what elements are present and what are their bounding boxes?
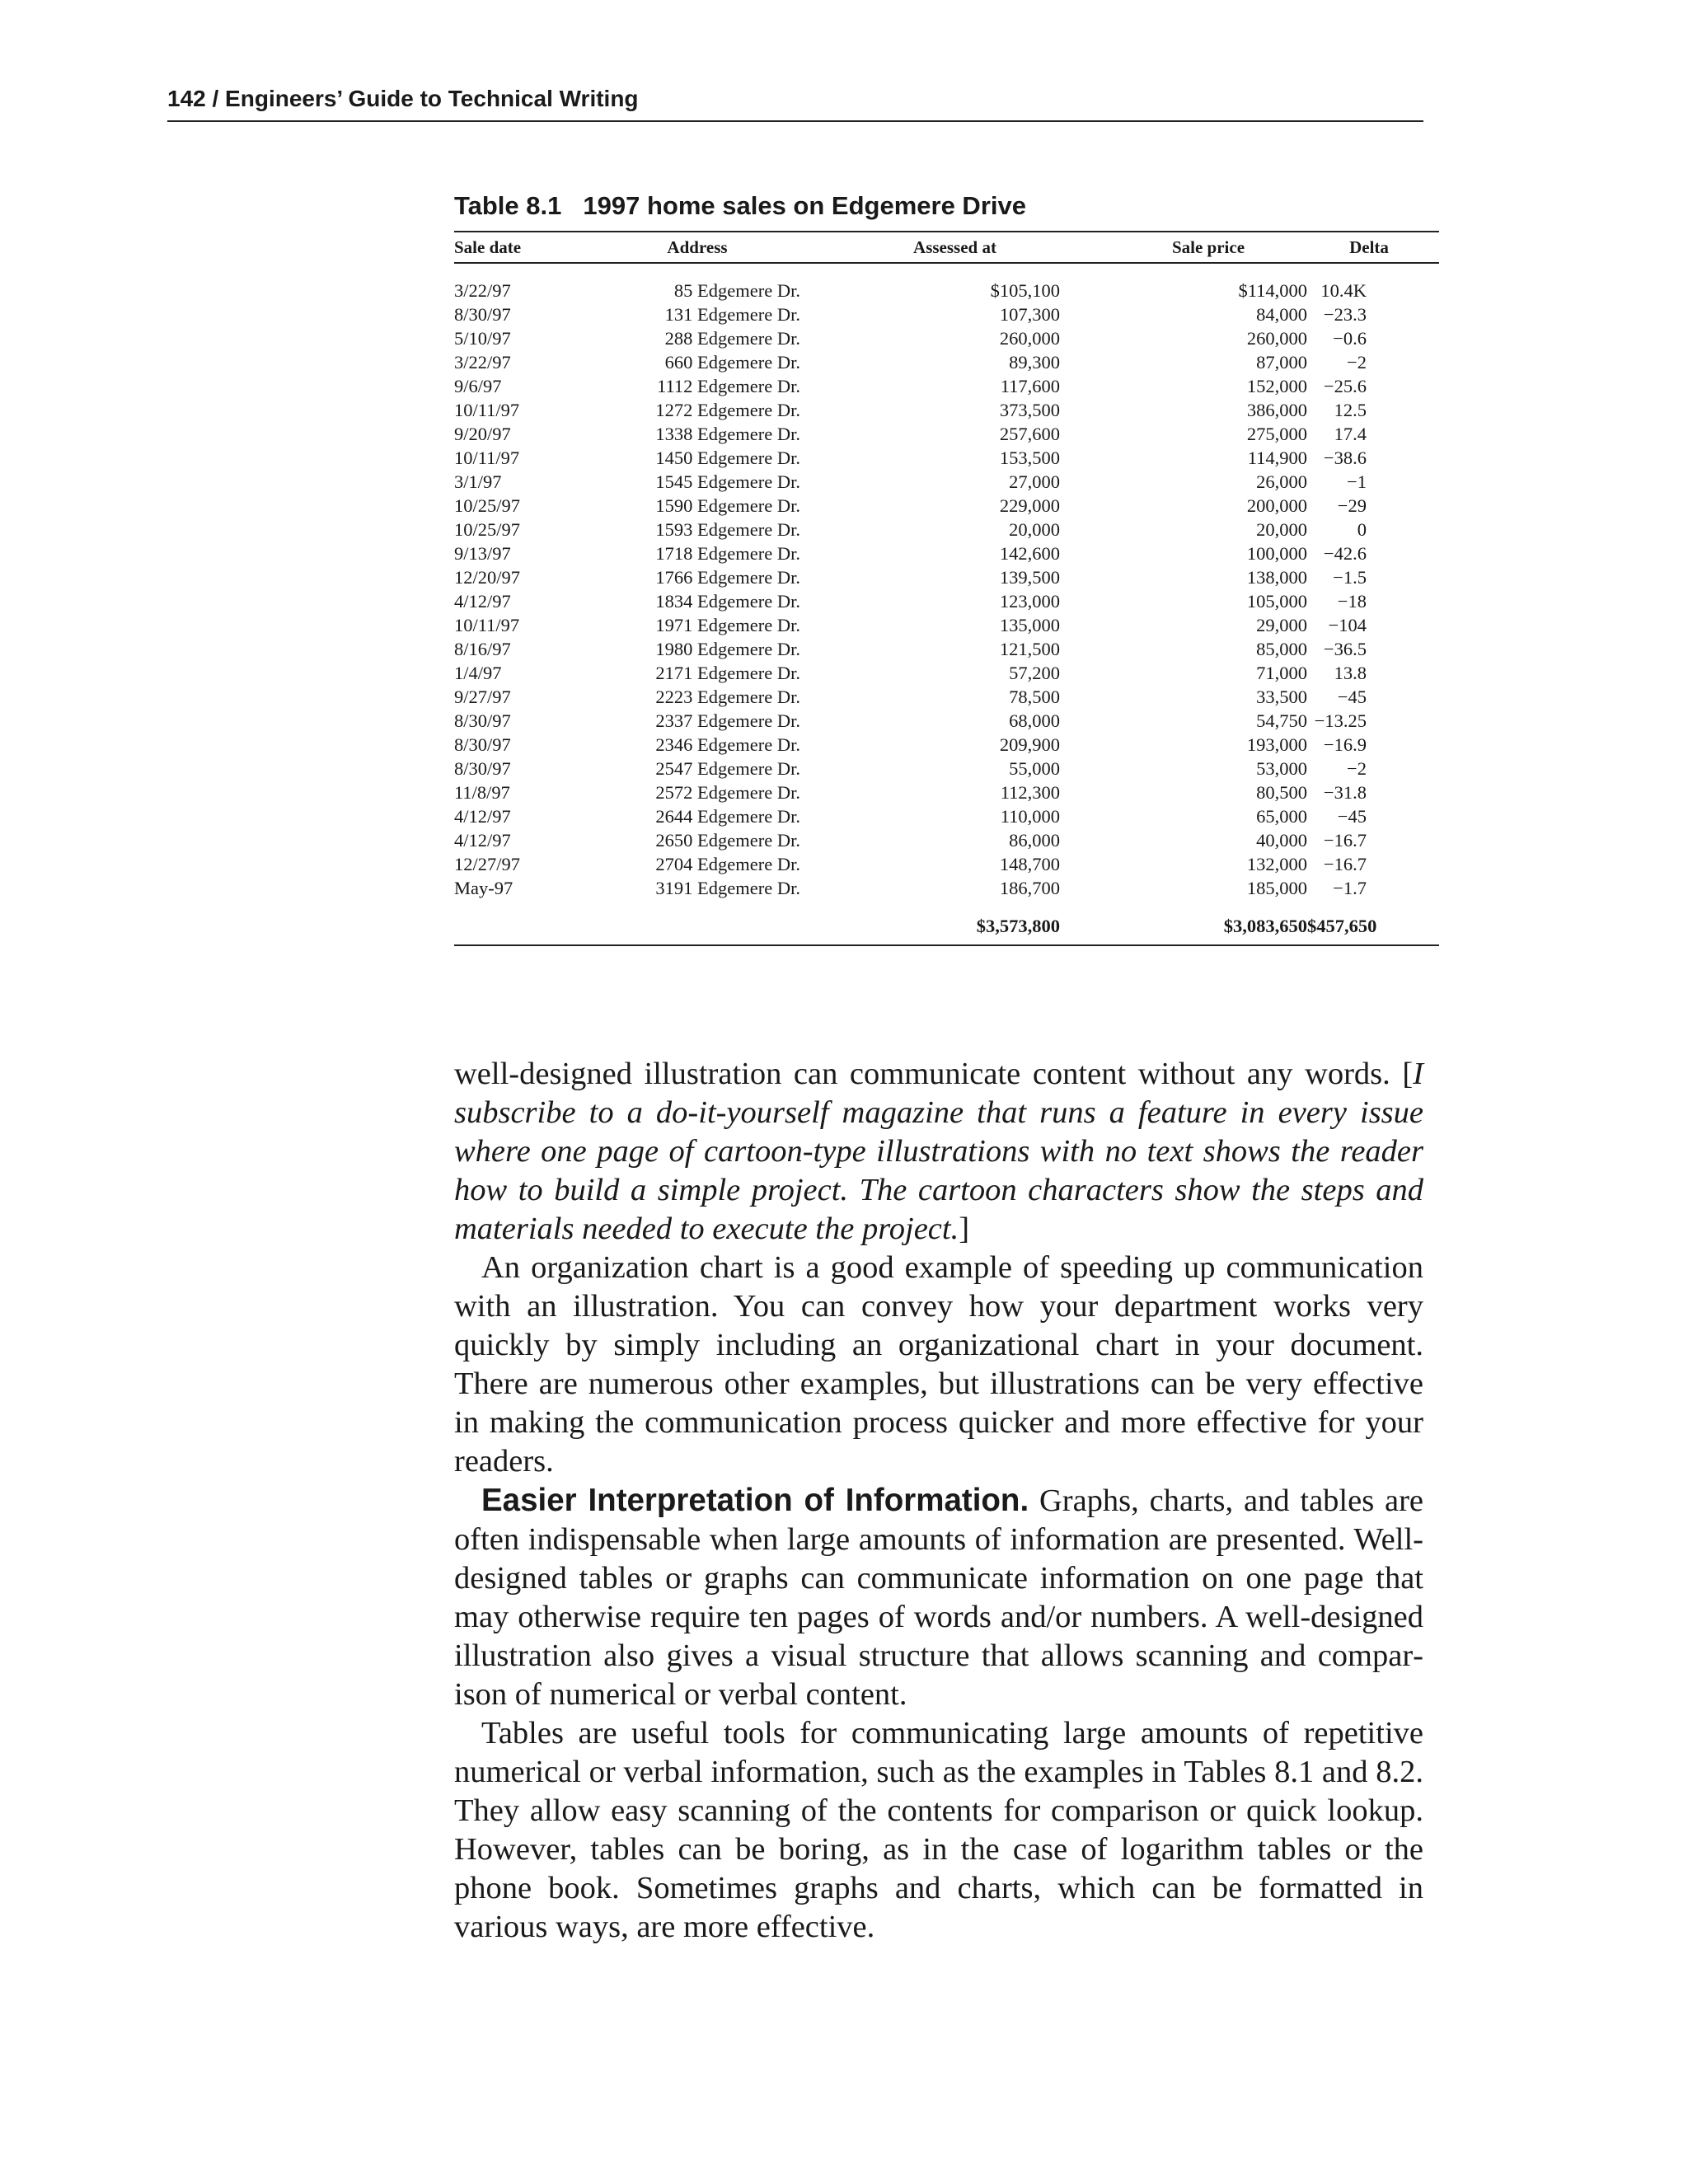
table-row: [454, 852, 1439, 876]
paragraph-4: Tables are useful tools for communicating large amounts of repetitive numerical or verbal information, such as the examples in Tables 8.1 and 8.2. They allow easy scanning of the contents for comparison or quick lookup. However, tables can be boring, as in the case of logarithm tables or the phone book. Sometimes graphs and charts, which can be formatted in various ways, are more effective.: [454, 1716, 1423, 1944]
cell-assessed-at: 57,200: [1009, 663, 1060, 683]
cell-sale-date: 10/25/97: [454, 495, 521, 516]
cell-address: 1980 Edgemere Dr.: [655, 639, 800, 659]
cell-assessed-at: 86,000: [1009, 830, 1060, 851]
cell-sale-date: 9/27/97: [454, 687, 511, 707]
paragraph-2: An organization chart is a good example of speeding up communication with an illustration. You can convey how your department works very quickly by simply including an organizational chart in your document. There are numerous other examples, but illustrations can be very effective in making the communication process quicker and more effective for your readers.: [454, 1250, 1423, 1479]
cell-assessed-at: 117,600: [1000, 376, 1060, 396]
cell-assessed-at: 27,000: [1009, 471, 1060, 492]
cell-delta: −23.3: [1323, 304, 1367, 325]
col-header-address: Address: [667, 237, 728, 257]
cell-sale-price: 53,000: [1256, 758, 1307, 779]
cell-sale-price: 84,000: [1256, 304, 1307, 325]
cell-delta: −38.6: [1323, 448, 1367, 468]
cell-sale-price: 132,000: [1246, 854, 1307, 874]
cell-delta: −45: [1337, 687, 1367, 707]
table-row: [454, 398, 1439, 422]
table-row: [454, 518, 1439, 541]
paragraph-1: well-designed illustration can communicate content without any words. [I subscribe to a do-it-yourself magazine that runs a feature in every issue where one page of cartoon-type illustrations with no text shows the reader how to build a simple project. The cartoon characters show the steps and materials needed to execute the project.]: [454, 1057, 1423, 1246]
table-row: [454, 876, 1439, 900]
total-delta: $457,650: [1307, 915, 1377, 936]
table-title: 1997 home sales on Edgemere Drive: [583, 191, 1026, 220]
cell-assessed-at: 55,000: [1009, 758, 1060, 779]
cell-sale-date: 10/11/97: [454, 448, 520, 468]
cell-sale-date: 11/8/97: [454, 782, 510, 803]
cell-delta: −104: [1328, 615, 1367, 635]
cell-address: 2572 Edgemere Dr.: [655, 782, 800, 803]
table-row: [454, 804, 1439, 828]
cell-delta: −16.7: [1323, 830, 1367, 851]
table-row: [454, 733, 1439, 757]
cell-sale-date: 12/27/97: [454, 854, 521, 874]
cell-assessed-at: 68,000: [1009, 710, 1060, 731]
cell-assessed-at: 142,600: [999, 543, 1060, 564]
cell-sale-price: 152,000: [1246, 376, 1307, 396]
cell-sale-date: 9/6/97: [454, 376, 502, 396]
col-header-sale-date: Sale date: [454, 237, 522, 257]
cell-delta: −18: [1337, 591, 1367, 612]
cell-delta: −13.25: [1314, 710, 1367, 731]
table-row: [454, 661, 1439, 685]
cell-sale-date: 8/30/97: [454, 758, 511, 779]
cell-address: 1834 Edgemere Dr.: [655, 591, 800, 612]
cell-sale-date: 8/30/97: [454, 710, 511, 731]
cell-address: 2650 Edgemere Dr.: [655, 830, 800, 851]
table-row: [454, 446, 1439, 470]
cell-sale-price: 65,000: [1256, 806, 1307, 827]
cell-address: 2223 Edgemere Dr.: [655, 687, 800, 707]
cell-sale-date: 3/1/97: [454, 471, 502, 492]
cell-sale-price: 200,000: [1246, 495, 1307, 516]
cell-sale-price: 20,000: [1256, 519, 1307, 540]
cell-sale-price: 114,900: [1247, 448, 1307, 468]
cell-assessed-at: 139,500: [999, 567, 1060, 588]
cell-sale-price: $114,000: [1238, 280, 1307, 301]
cell-delta: −16.7: [1323, 854, 1367, 874]
cell-address: 1590 Edgemere Dr.: [655, 495, 800, 516]
cell-delta: 13.8: [1334, 663, 1367, 683]
cell-delta: 0: [1357, 519, 1367, 540]
cell-delta: −25.6: [1323, 376, 1367, 396]
cell-delta: −1: [1347, 471, 1367, 492]
cell-address: 1450 Edgemere Dr.: [655, 448, 800, 468]
cell-assessed-at: 110,000: [1000, 806, 1060, 827]
paragraph-3: Easier Interpretation of Information. Graphs, charts, and tables are often indispensable when large amounts of information are presented. Well-designed tables or graphs can communicate information on one page that may otherwise require ten pages of words and/or numbers. A well-designed illustration also gives a visual structure that allows scanning and comparison of numerical or verbal content.: [454, 1483, 1423, 1712]
cell-address: 2644 Edgemere Dr.: [655, 806, 800, 827]
cell-address: 1593 Edgemere Dr.: [655, 519, 800, 540]
body-text: [454, 1055, 1423, 1947]
cell-delta: −31.8: [1323, 782, 1367, 803]
cell-delta: −1.7: [1333, 878, 1367, 898]
cell-sale-date: 9/20/97: [454, 424, 511, 444]
cell-address: 1545 Edgemere Dr.: [655, 471, 800, 492]
cell-delta: 17.4: [1334, 424, 1367, 444]
cell-assessed-at: 186,700: [999, 878, 1060, 898]
cell-delta: 12.5: [1334, 400, 1367, 420]
cell-sale-price: 80,500: [1256, 782, 1307, 803]
table-row: [454, 828, 1439, 852]
cell-sale-date: 1/4/97: [454, 663, 502, 683]
table-row: [454, 422, 1439, 446]
cell-sale-date: 8/30/97: [454, 734, 511, 755]
table-row: [454, 263, 1439, 302]
table-row: [454, 541, 1439, 565]
cell-sale-date: 12/20/97: [454, 567, 521, 588]
cell-assessed-at: 153,500: [999, 448, 1060, 468]
cell-sale-price: 185,000: [1246, 878, 1307, 898]
cell-delta: −29: [1337, 495, 1367, 516]
cell-address: 1272 Edgemere Dr.: [655, 400, 800, 420]
cell-assessed-at: 257,600: [999, 424, 1060, 444]
cell-delta: 10.4K: [1320, 280, 1367, 301]
cell-address: 2704 Edgemere Dr.: [655, 854, 800, 874]
table-row: [454, 757, 1439, 780]
cell-address: 660 Edgemere Dr.: [664, 352, 800, 373]
cell-address: 1338 Edgemere Dr.: [655, 424, 800, 444]
cell-sale-price: 33,500: [1256, 687, 1307, 707]
cell-sale-price: 29,000: [1256, 615, 1307, 635]
col-header-assessed-at: Assessed at: [913, 237, 996, 257]
cell-sale-date: 10/11/97: [454, 400, 520, 420]
cell-sale-date: 3/22/97: [454, 280, 511, 301]
cell-delta: −36.5: [1323, 639, 1367, 659]
table-row: [454, 709, 1439, 733]
total-assessed: $3,573,800: [976, 915, 1060, 936]
cell-delta: −45: [1337, 806, 1367, 827]
table-row: [454, 494, 1439, 518]
cell-sale-price: 138,000: [1246, 567, 1307, 588]
cell-address: 2337 Edgemere Dr.: [655, 710, 800, 731]
cell-sale-price: 40,000: [1256, 830, 1307, 851]
running-head: 142 / Engineers’ Guide to Technical Writing: [167, 86, 1423, 122]
cell-address: 3191 Edgemere Dr.: [655, 878, 800, 898]
cell-address: 2171 Edgemere Dr.: [655, 663, 800, 683]
cell-sale-date: May-97: [454, 878, 513, 898]
cell-sale-price: 193,000: [1246, 734, 1307, 755]
cell-assessed-at: 123,000: [999, 591, 1060, 612]
cell-assessed-at: $105,100: [990, 280, 1060, 301]
run-in-heading: Easier Interpretation of Information.: [481, 1483, 1029, 1518]
table-block: [454, 191, 1423, 946]
cell-assessed-at: 373,500: [999, 400, 1060, 420]
col-header-sale-price: Sale price: [1171, 237, 1245, 257]
table-row: [454, 685, 1439, 709]
cell-assessed-at: 78,500: [1009, 687, 1060, 707]
cell-sale-price: 71,000: [1256, 663, 1307, 683]
cell-assessed-at: 148,700: [999, 854, 1060, 874]
cell-sale-date: 10/25/97: [454, 519, 521, 540]
cell-assessed-at: 20,000: [1009, 519, 1060, 540]
cell-sale-date: 3/22/97: [454, 352, 511, 373]
table-row: [454, 374, 1439, 398]
cell-sale-date: 9/13/97: [454, 543, 511, 564]
cell-address: 131 Edgemere Dr.: [664, 304, 800, 325]
cell-delta: −0.6: [1333, 328, 1367, 349]
cell-sale-date: 8/30/97: [454, 304, 511, 325]
cell-sale-price: 275,000: [1246, 424, 1307, 444]
cell-sale-price: 260,000: [1246, 328, 1307, 349]
cell-address: 2547 Edgemere Dr.: [655, 758, 800, 779]
cell-assessed-at: 209,900: [999, 734, 1060, 755]
table-row: [454, 302, 1439, 326]
table-header-row: [454, 232, 1439, 263]
cell-assessed-at: 260,000: [999, 328, 1060, 349]
cell-address: 2346 Edgemere Dr.: [655, 734, 800, 755]
table-row: [454, 326, 1439, 350]
cell-sale-date: 4/12/97: [454, 806, 511, 827]
cell-assessed-at: 107,300: [999, 304, 1060, 325]
cell-address: 85 Edgemere Dr.: [673, 280, 800, 301]
cell-assessed-at: 229,000: [999, 495, 1060, 516]
table-row: [454, 565, 1439, 589]
cell-assessed-at: 112,300: [1000, 782, 1060, 803]
table-number: Table 8.1: [454, 191, 562, 220]
table-row: [454, 470, 1439, 494]
total-sale-price: $3,083,650: [1223, 915, 1307, 936]
cell-address: 1766 Edgemere Dr.: [655, 567, 800, 588]
cell-sale-price: 26,000: [1256, 471, 1307, 492]
cell-address: 1718 Edgemere Dr.: [655, 543, 800, 564]
cell-delta: −2: [1347, 352, 1367, 373]
table-row: [454, 780, 1439, 804]
cell-address: 288 Edgemere Dr.: [664, 328, 800, 349]
cell-sale-date: 8/16/97: [454, 639, 511, 659]
cell-address: 1112 Edgemere Dr.: [657, 376, 800, 396]
col-header-delta: Delta: [1349, 237, 1389, 257]
cell-sale-date: 5/10/97: [454, 328, 511, 349]
cell-sale-date: 4/12/97: [454, 591, 511, 612]
cell-sale-price: 54,750: [1256, 710, 1307, 731]
cell-sale-price: 105,000: [1246, 591, 1307, 612]
cell-sale-price: 85,000: [1256, 639, 1307, 659]
table-row: [454, 350, 1439, 374]
table-caption: [454, 191, 1423, 221]
cell-delta: −42.6: [1323, 543, 1367, 564]
cell-address: 1971 Edgemere Dr.: [655, 615, 800, 635]
cell-assessed-at: 121,500: [999, 639, 1060, 659]
table-row: [454, 589, 1439, 613]
cell-delta: −2: [1347, 758, 1367, 779]
cell-sale-price: 100,000: [1246, 543, 1307, 564]
cell-assessed-at: 135,000: [999, 615, 1060, 635]
cell-sale-date: 4/12/97: [454, 830, 511, 851]
table-row: [454, 637, 1439, 661]
table-row: [454, 613, 1439, 637]
cell-assessed-at: 89,300: [1009, 352, 1060, 373]
paragraph-1-aside: I subscribe to a do-it-yourself magazine that runs a feature in every issue where one page of cartoon-type illustrations with no text shows the reader how to build a simple project. The cartoon characters show the steps and materials needed to execute the project.: [454, 1057, 1423, 1246]
cell-sale-price: 386,000: [1246, 400, 1307, 420]
cell-sale-price: 87,000: [1256, 352, 1307, 373]
table-totals-row: [454, 900, 1439, 945]
cell-delta: −1.5: [1333, 567, 1367, 588]
cell-delta: −16.9: [1323, 734, 1367, 755]
home-sales-table: [454, 231, 1439, 946]
cell-sale-date: 10/11/97: [454, 615, 520, 635]
